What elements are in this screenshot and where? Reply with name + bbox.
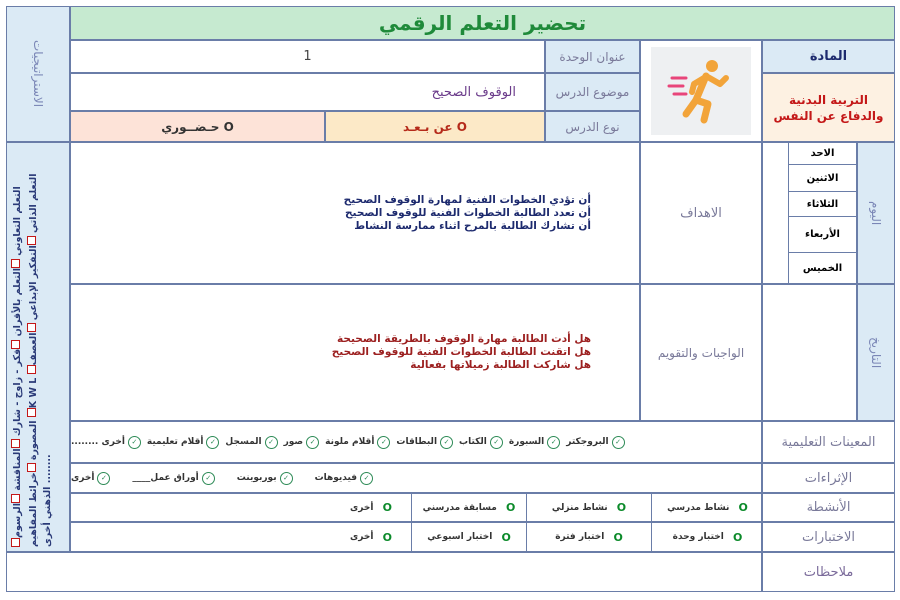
activities-label: الأنشطة [806,500,851,515]
objective-item: أن تشارك الطالبة بالمرح اثناء ممارسة النشاط [354,219,591,232]
unit-title-label-cell [545,40,640,73]
checkmark-icon: ✓ [612,436,625,449]
aid-option[interactable]: ✓ أخرى ........ [71,436,141,449]
subject-value: التربية البدنية والدفاع عن النفس [773,92,884,123]
strategy-item[interactable]: خرائط المفاهيم [28,472,39,547]
checkmark-icon: ✓ [202,472,215,485]
aid-option[interactable]: ✓ البطاقات [396,436,453,449]
evaluation-label-cell [640,284,762,421]
lesson-type-label-cell [545,111,640,142]
activity-option[interactable]: أخرى O [350,501,392,514]
test-option[interactable]: أخرى O [350,530,392,544]
strategy-item[interactable]: التعلم بالأقران [12,268,23,337]
strategy-item[interactable]: المناقشة [12,448,23,491]
strategies-header [6,6,70,142]
enrichment-options [70,463,762,493]
aid-option[interactable]: ✓ الكتاب [459,436,503,449]
day-label-cell [857,142,895,284]
aid-option[interactable]: ✓ المسجل [225,436,277,449]
subject-value-cell [762,73,895,142]
objectives-label-cell [640,142,762,284]
date-label-cell [857,284,895,421]
remote-option[interactable]: عن بـعـد O [403,119,467,134]
aid-option[interactable]: ✓ السبورة [509,436,560,449]
evaluation-label: الواجبات والتقويم [657,345,745,360]
test-option[interactable]: اختبار فترة O [526,523,651,551]
tests-label-cell [762,522,895,552]
tests-options [70,522,762,552]
checkmark-icon: ✓ [97,472,110,485]
unit-title-label: عنوان الوحدة [559,49,626,64]
notes-value-cell[interactable] [6,552,762,592]
in-person-option[interactable]: حـضــوري O [161,119,234,134]
checkmark-icon: ✓ [490,436,503,449]
teaching-aids-options [70,421,762,463]
runner-icon [666,56,736,126]
activity-option[interactable]: مسابقة مدرسني O [411,494,526,521]
strategy-item[interactable]: التفكير الإبداعي [28,245,39,321]
objectives-content [70,142,640,284]
day-wednesday[interactable]: الأربعاء [788,217,856,253]
aid-option[interactable]: ✓ أقلام ملونة [325,436,390,449]
days-panel [762,142,857,284]
checkmark-icon: ✓ [128,436,141,449]
activities-options [70,493,762,522]
strategy-item[interactable]: التعلم الذاتي [28,173,39,233]
day-tuesday[interactable]: الثلاثاء [788,192,856,217]
date-label: التاريخ [869,336,883,369]
strategies-label: الاستراتيجيات [31,40,45,108]
lesson-topic-value: الوقوف الصحيح [431,84,516,100]
in-person-cell[interactable] [70,111,325,142]
strategy-item[interactable]: أخرى ........ [42,454,53,547]
strategy-item[interactable]: التعلم التعاوني [12,186,23,256]
enrichment-label: الإثراءات [804,470,853,486]
lesson-topic-label-cell [545,73,640,111]
teaching-aids-label-cell [762,421,895,463]
objective-item: أن تؤدي الخطوات الفنية لمهارة الوقوف الصحيح [343,193,591,206]
evaluation-item: هل شاركت الطالبة زميلاتها بفعالية [410,359,591,371]
runner-icon-cell [640,40,762,142]
checkmark-icon: ✓ [440,436,453,449]
strategy-item[interactable]: العصف الذهني [28,332,53,519]
aid-option[interactable]: ✓ البروجكتر [566,436,624,449]
aid-option[interactable]: ✓ صور [284,436,320,449]
test-option[interactable]: اختبار اسبوعي O [411,523,526,551]
checkmark-icon: ✓ [280,472,293,485]
checkmark-icon: ✓ [306,436,319,449]
evaluation-content [70,284,640,421]
objectives-label: الاهداف [680,205,722,221]
enrichment-label-cell [762,463,895,493]
enrichment-option[interactable]: ✓ أخرى [71,472,110,485]
checkmark-icon: ✓ [206,436,219,449]
objective-item: أن تعدد الطالبة الخطوات الفنية للوقوف الصحيح [344,206,591,219]
day-thursday[interactable]: الخميس [788,253,856,283]
activities-label-cell [762,493,895,522]
evaluation-item: هل اتقنت الطالبة الخطوات الفنية للوقوف الصحيح [331,346,591,358]
evaluation-item: هل أدت الطالبة مهارة الوقوف بالطريقة الصحيحة [337,333,591,345]
activity-option[interactable]: نشاط منزلي O [526,494,651,521]
teaching-aids-label: المعينات التعليمية [781,434,876,450]
aid-option[interactable]: ✓ أقلام تعليمية [147,436,220,449]
day-sunday[interactable]: الاحد [788,143,856,165]
tests-label: الاختبارات [802,529,855,545]
subject-label: المادة [809,49,848,64]
enrichment-option[interactable]: ✓ فيديوهات [315,472,373,485]
icon-frame [651,47,751,135]
checkmark-icon: ✓ [360,472,373,485]
subject-label-cell [762,40,895,73]
strategy-item[interactable]: الرسوم المصورة [12,420,39,538]
lesson-topic-value-cell [70,73,545,111]
lesson-topic-label: موضوع الدرس [555,85,630,99]
checkmark-icon: ✓ [377,436,390,449]
lesson-type-label: نوع الدرس [565,119,620,134]
notes-label-cell [762,552,895,592]
unit-title-value-cell [70,40,545,73]
day-monday[interactable]: الاثنين [788,165,856,192]
title-bar [70,6,895,40]
remote-cell[interactable] [325,111,545,142]
notes-label: ملاحظات [803,564,854,580]
day-label: اليوم [869,200,883,226]
page-title: تحضير التعلم الرقمي [378,11,587,35]
checkmark-icon: ✓ [265,436,278,449]
unit-title-value: 1 [303,49,312,64]
strategy-item[interactable]: فكر - زاوج - شارك [12,348,23,437]
test-option[interactable]: اختبار وحدة O [651,523,762,551]
activity-option[interactable]: نشاط مدرسي O [651,494,762,521]
enrichment-option[interactable]: ✓ أوراق عمل____ [132,472,214,485]
checkmark-icon: ✓ [547,436,560,449]
strategy-item[interactable]: K W L [28,377,39,409]
strategies-panel [6,142,70,552]
enrichment-option[interactable]: ✓ بوربوينت [237,472,293,485]
strategies-list [9,149,69,547]
date-value-cell[interactable] [762,284,857,421]
